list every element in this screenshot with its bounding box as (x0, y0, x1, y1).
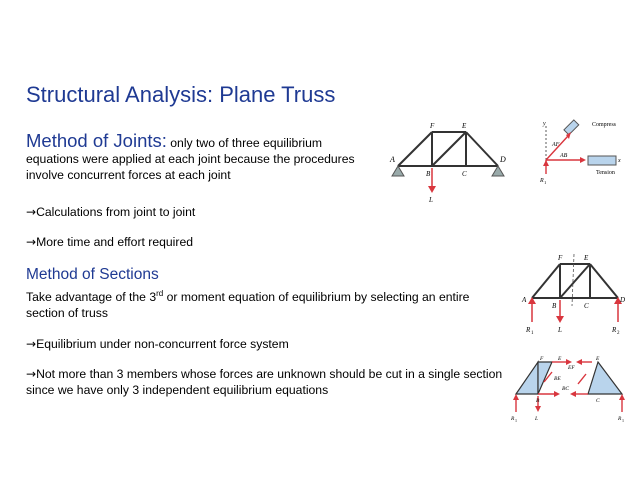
method-of-joints-colon: : (161, 130, 167, 151)
label-R: R (511, 416, 515, 422)
truss-diagram-1 (388, 118, 514, 206)
label-BE: BE (554, 376, 561, 382)
label-R-sub-1: 1 (515, 418, 517, 423)
label-AB: AB (560, 153, 568, 159)
bullet-text: Equilibrium under non-concurrent force system (36, 337, 289, 351)
label-R-right-sub-1: 1 (622, 418, 624, 423)
label-tension: Tension (596, 170, 615, 176)
method-of-sections-text (26, 286, 506, 321)
method-of-sections-heading: Method of Sections (26, 266, 159, 283)
truss-sections-diagram (508, 352, 632, 424)
bullet-text: Calculations from joint to joint (36, 205, 196, 219)
label-E-right: E (596, 356, 600, 362)
sections-text-before: Take advantage of the 3 (26, 290, 157, 305)
arrow-bullet-icon: → (26, 205, 37, 219)
label-R-sub-1: 1 (544, 180, 547, 185)
joint-detail-diagram (534, 116, 634, 190)
label-A: A (522, 296, 527, 304)
label-C: C (462, 170, 467, 178)
label-F: F (540, 356, 544, 362)
method-of-joints-paragraph (26, 130, 356, 183)
label-C: C (584, 302, 589, 310)
label-E: E (462, 122, 467, 130)
label-R-sub-2: 2 (617, 331, 620, 334)
bullet-text: Not more than 3 members whose forces are unknown should be cut in a single section since we have only 3 independent equilibrium equations (26, 367, 503, 397)
method-of-joints-text: only two of three equilibrium equations were applied at each joint because the procedures involve concurrent forces at each joint (26, 136, 355, 182)
bullet-three-members (26, 366, 506, 398)
label-EF: EF (568, 365, 575, 371)
label-E: E (584, 254, 589, 262)
sections-text-after: or moment equation of equilibrium by selecting an entire section of truss (26, 290, 470, 321)
truss-diagram-2 (518, 250, 630, 334)
label-D: D (620, 296, 626, 304)
label-R: R (526, 326, 531, 334)
label-R: R (540, 178, 544, 184)
label-compress: Compress (592, 122, 616, 128)
label-L: L (429, 196, 433, 204)
arrow-bullet-icon: → (26, 235, 37, 249)
label-B: B (552, 302, 557, 310)
arrow-bullet-icon: → (26, 367, 37, 381)
label-y: y (543, 121, 546, 127)
label-R-right: R (618, 416, 622, 422)
label-R: R (612, 326, 617, 334)
label-E: E (558, 356, 562, 362)
label-B: B (426, 170, 431, 178)
label-A: A (390, 155, 395, 164)
label-AF: AF (552, 142, 560, 148)
label-L: L (558, 326, 562, 334)
label-F: F (430, 122, 435, 130)
slide-title: Structural Analysis: Plane Truss (26, 82, 336, 107)
label-C: C (596, 398, 600, 404)
label-F: F (558, 254, 563, 262)
label-D: D (500, 155, 506, 164)
sections-superscript: rd (156, 289, 164, 298)
label-x: x (618, 158, 621, 164)
label-BC: BC (562, 386, 570, 392)
label-R-sub-1: 1 (531, 331, 534, 334)
bullet-non-concurrent (26, 336, 289, 352)
bullet-more-time (26, 234, 193, 250)
arrow-bullet-icon: → (26, 337, 37, 351)
method-of-joints-heading: Method of Joints (26, 130, 162, 151)
bullet-joint-to-joint (26, 204, 195, 220)
bullet-text: More time and effort required (36, 235, 194, 249)
label-L: L (535, 416, 539, 422)
label-B: B (536, 398, 540, 404)
